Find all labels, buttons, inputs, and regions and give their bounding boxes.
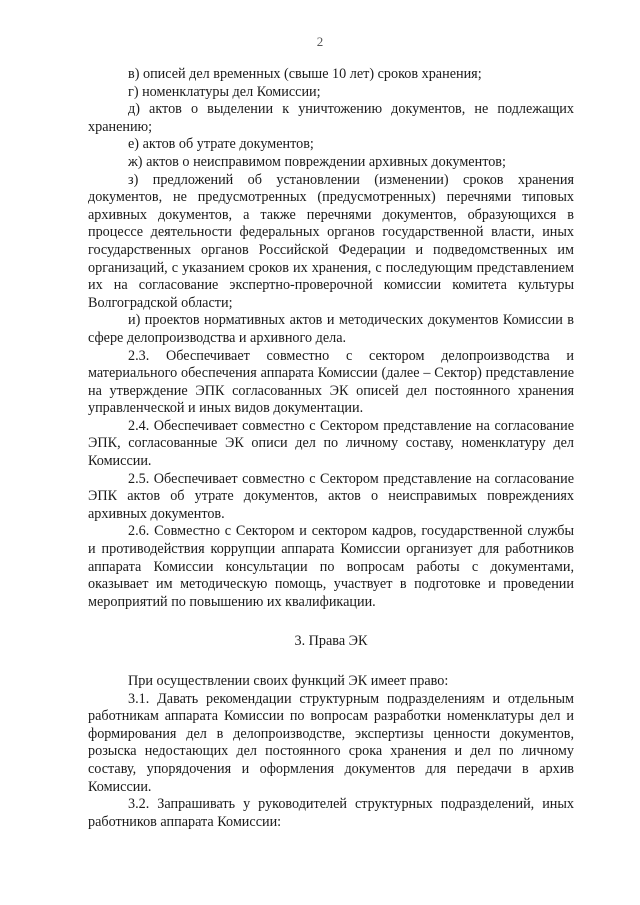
paragraph-rights-intro: При осуществлении своих функций ЭК имеет право: <box>128 673 449 689</box>
paragraph-3-1: 3.1. Давать рекомендации структурным подразделениям и отдельным работникам аппарата Комиссии по вопросам разработки номенклатуры дел и формирования дел в делопроизводстве, экспертизы ценности документов, розыска недостающих дел постоянного срока хранения и дел по личному составу, упорядочения и оформления документов для передачи в архив Комиссии. <box>88 690 574 795</box>
page-number: 2 <box>316 34 324 49</box>
paragraph-item-g: г) номенклатуры дел Комиссии; <box>128 83 321 100</box>
paragraph-item-z: з) предложений об установлении (изменении) сроков хранения документов, не предусмотренных (предусмотренных) перечнями типовых архивных документов, а также перечнями документов, образующихся в процессе деятельности федеральных органов государственной власти, иных государственных органов Российской Федерации и подведомственных им организаций, с указанием сроков их хранения, с последующим представлением их на согласование экспертно-проверочной комиссии комитета культуры Волгоградской области; <box>88 171 574 311</box>
paragraph-item-e: е) актов об утрате документов; <box>128 136 314 153</box>
document-body <box>88 66 574 831</box>
paragraph-item-d: д) актов о выделении к уничтожению документов, не подлежащих хранению; <box>88 101 574 135</box>
paragraph-3-2: 3.2. Запрашивать у руководителей структурных подразделений, иных работников аппарата Комиссии: <box>88 796 574 830</box>
paragraph-item-v: в) описей дел временных (свыше 10 лет) сроков хранения; <box>128 66 482 82</box>
paragraph-2-5: 2.5. Обеспечивает совместно с Сектором представление на согласование ЭПК актов об утрате документов, актов о неисправимых повреждениях архивных документов. <box>88 470 574 522</box>
paragraph-2-4: 2.4. Обеспечивает совместно с Сектором представление на согласование ЭПК, согласованные ЭК описи дел по личному составу, номенклатуру дел Комиссии. <box>88 417 574 470</box>
paragraph-2-6: 2.6. Совместно с Сектором и сектором кадров, государственной службы и противодействия коррупции аппарата Комиссии организует для работников аппарата Комиссии консультации по вопросам работы с документами, оказывает им методическую помощь, участвует в подготовке и проведении мероприятий по повышению их квалификации. <box>88 523 574 610</box>
paragraph-item-i: и) проектов нормативных актов и методических документов Комиссии в сфере делопроизводства и архивного дела. <box>88 312 574 346</box>
paragraph-item-zh: ж) актов о неисправимом повреждении архивных документов; <box>128 153 506 170</box>
paragraph-2-3: 2.3. Обеспечивает совместно с сектором делопроизводства и материального обеспечения аппарата Комиссии (далее – Сектор) представление на утверждение ЭПК согласованных ЭК описей дел постоянного хранения управленческой и иных видов документации. <box>88 347 574 417</box>
section-title: 3. Права ЭК <box>294 633 368 650</box>
